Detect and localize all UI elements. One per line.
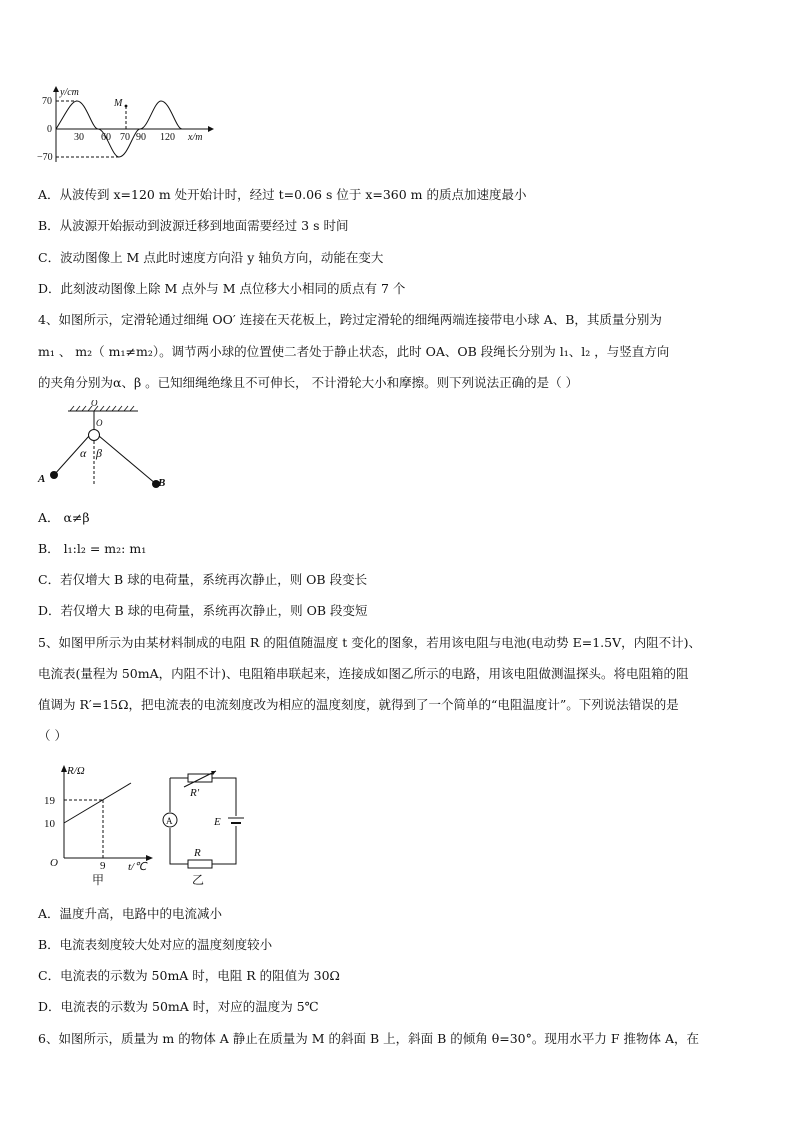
wave-y-arrow	[53, 86, 59, 92]
q6-stem-line1: 6、如图所示，质量为 m 的物体 A 静止在质量为 M 的斜面 B 上，斜面 B 的倾角 θ=30°。现用水平力 F 推物体 A，在	[38, 1031, 699, 1046]
wave-ylabel: y/cm	[60, 87, 79, 98]
ball-a	[50, 471, 58, 479]
graph-y19: 19	[44, 795, 55, 807]
q4-option-a: A． α≠β	[38, 510, 90, 525]
q5-option-d: D．电流表的示数为 50mA 时，对应的温度为 5℃	[38, 999, 319, 1014]
graph-ylabel: R/Ω	[67, 765, 85, 777]
resistor-box-r	[188, 860, 212, 868]
resistance-temp-graph	[36, 760, 156, 888]
graph-xlabel: t/℃	[128, 861, 147, 873]
label-b: B	[158, 477, 166, 489]
graph-origin: O	[50, 857, 58, 869]
q5-option-b: B．电流表刻度较大处对应的温度刻度较小	[38, 937, 273, 952]
wire-top-right	[170, 778, 236, 816]
q3-option-c: C．波动图像上 M 点此时速度方向沿 y 轴负方向，动能在变大	[38, 250, 384, 265]
label-o-top: O	[91, 400, 98, 408]
label-o-pulley: O	[96, 418, 103, 428]
pulley	[89, 430, 100, 441]
label-rprime: R′	[190, 787, 200, 799]
wave-label-m: M	[114, 98, 123, 109]
rope-ob	[99, 436, 156, 484]
wave-figure	[36, 84, 216, 166]
q5-stem-line4: （ ）	[38, 728, 67, 743]
label-beta: β	[96, 446, 102, 460]
wave-tick-90: 90	[136, 132, 146, 143]
wave-y-neg70: −70	[37, 152, 53, 163]
q3-option-b: B．从波源开始振动到波源迁移到地面需要经过 3 s 时间	[38, 218, 349, 233]
label-alpha: α	[80, 446, 87, 460]
graph-y10: 10	[44, 818, 55, 830]
q5-option-c: C．电流表的示数为 50mA 时，电阻 R 的阻值为 30Ω	[38, 968, 340, 983]
label-a: A	[38, 473, 46, 485]
label-emf: E	[214, 816, 221, 828]
q4-stem-line2: m₁ 、 m₂（ m₁≠m₂）。调节两小球的位置使二者处于静止状态，此时 OA、OB 段绳长分别为 l₁、l₂ ，与竖直方向	[38, 344, 670, 359]
pulley-figure	[36, 400, 176, 500]
wave-tick-70: 70	[120, 132, 130, 143]
wave-tick-120: 120	[160, 132, 175, 143]
q4-option-d: D．若仅增大 B 球的电荷量，系统再次静止，则 OB 段变短	[38, 603, 368, 618]
wave-y-0: 0	[47, 124, 52, 135]
circuit-figure	[158, 770, 248, 888]
q5-stem-line2: 电流表(量程为 50mA，内阻不计)、电阻箱串联起来，连接成如图乙所示的电路，用该电阻做测温探头。将电阻箱的阻	[38, 666, 689, 681]
label-ammeter: A	[166, 816, 173, 826]
q5-stem-line1: 5、如图甲所示为由某材料制成的电阻 R 的阻值随温度 t 变化的图象，若用该电阻与电池(电动势 E=1.5V，内阻不计)、	[38, 635, 702, 650]
q5-stem-line3: 值调为 R′=15Ω，把电流表的电流刻度改为相应的温度刻度，就得到了一个简单的“电阻温度计”。下列说法错误的是	[38, 697, 679, 712]
graph-x9: 9	[100, 860, 106, 872]
ceiling-hatching	[70, 406, 134, 411]
wire-bottom	[170, 826, 236, 864]
q4-option-b: B． l₁:l₂ = m₂: m₁	[38, 541, 147, 556]
wave-x-arrow	[208, 126, 214, 132]
wave-y-70: 70	[42, 96, 52, 107]
graph-caption: 甲	[92, 873, 105, 887]
q3-option-a: A．从波传到 x=120 m 处开始计时，经过 t=0.06 s 位于 x=360 m 的质点加速度最小	[38, 187, 527, 202]
q4-stem-line3: 的夹角分别为α、β 。已知细绳绝缘且不可伸长， 不计滑轮大小和摩擦。则下列说法正确的是（ ）	[38, 375, 579, 390]
wave-xlabel: x/m	[188, 132, 203, 143]
wave-point-m	[125, 105, 128, 108]
circuit-caption: 乙	[192, 873, 205, 887]
q3-option-d: D．此刻波动图像上除 M 点外与 M 点位移大小相同的质点有 7 个	[38, 281, 406, 296]
graph-x-arrow	[146, 855, 153, 861]
q4-option-c: C．若仅增大 B 球的电荷量，系统再次静止，则 OB 段变长	[38, 572, 368, 587]
label-r: R	[194, 847, 201, 859]
q5-option-a: A．温度升高，电路中的电流减小	[38, 906, 223, 921]
wave-tick-60: 60	[101, 132, 111, 143]
q4-stem-line1: 4、如图所示，定滑轮通过细绳 OO′ 连接在天花板上，跨过定滑轮的细绳两端连接带电小球 A、B，其质量分别为	[38, 312, 662, 327]
wave-tick-30: 30	[74, 132, 84, 143]
graph-line	[64, 783, 131, 823]
